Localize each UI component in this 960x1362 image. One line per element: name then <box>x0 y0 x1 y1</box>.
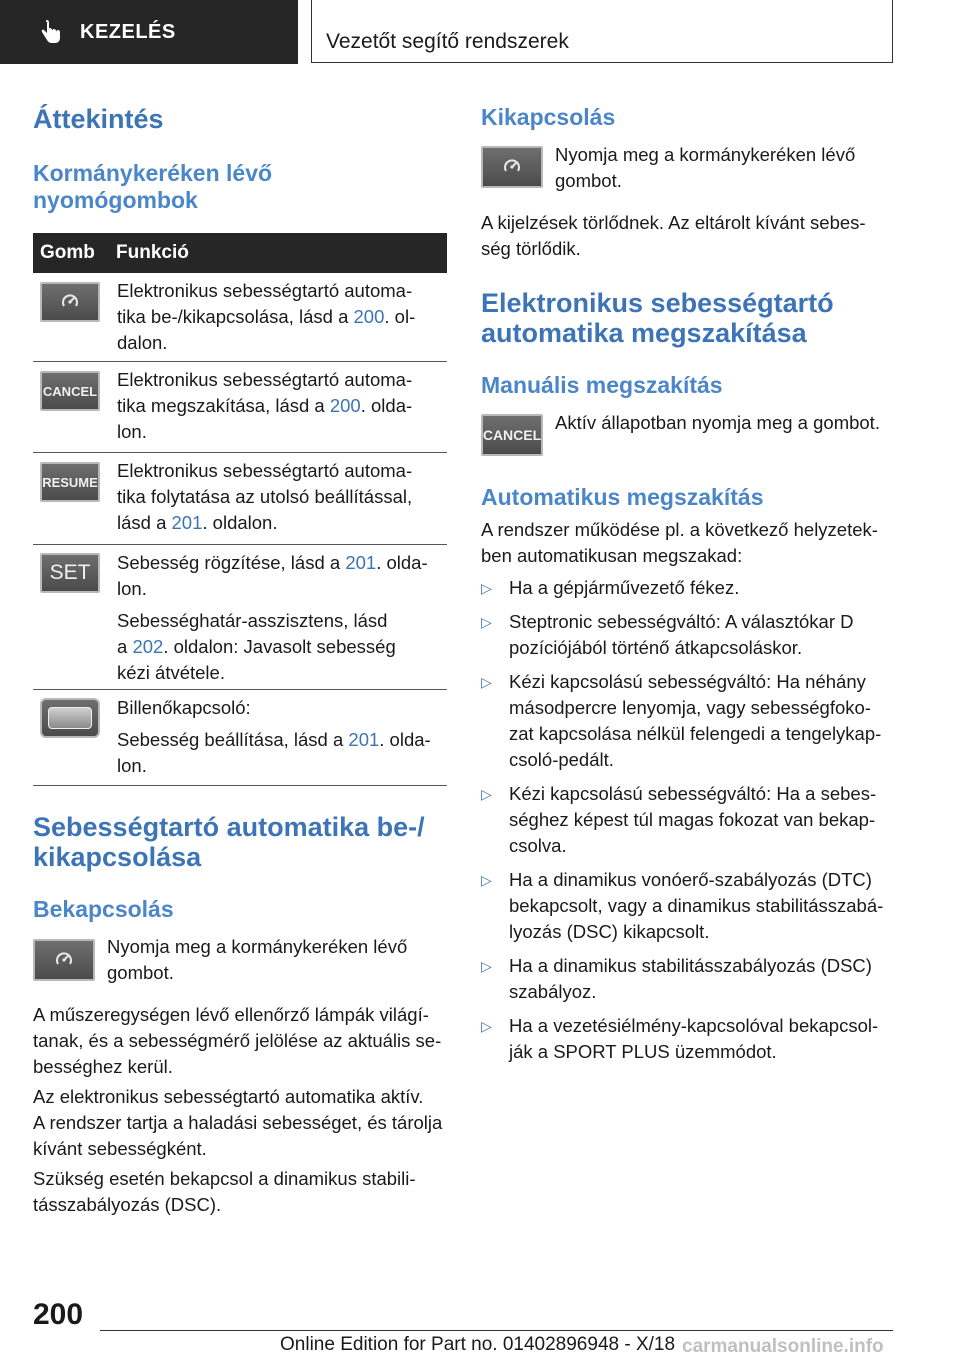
function-description: Elektronikus sebességtartó automa- tika megszakítása, lásd a 200. olda- lon. <box>117 369 413 442</box>
switch-off-instruction: Nyomja meg a kormánykeréken lévő gombot. <box>555 144 856 191</box>
section-tab-label: KEZELÉS <box>80 20 176 43</box>
auto-interrupt-list <box>481 575 893 1073</box>
switch-off-heading: Kikapcsolás <box>481 104 616 130</box>
page-link[interactable]: 200 <box>329 395 361 416</box>
function-description: Elektronikus sebességtartó automa- tika folytatása az utolsó beállítással, lásd a 201. oldalon. <box>117 460 413 533</box>
cruise-control-icon <box>53 949 75 971</box>
cruise-control-icon <box>59 291 81 313</box>
cruise-control-button-image <box>33 939 95 981</box>
page-number: 200 <box>33 1298 84 1331</box>
triangle-bullet-icon: ▷ <box>481 872 492 888</box>
page-link[interactable]: 201 <box>171 512 203 533</box>
function-description: Billenőkapcsoló: Sebesség beállítása, lásd a 201. olda- lon. <box>117 697 431 776</box>
list-item: ▷ Kézi kapcsolású sebességváltó: Ha a sebes- séghez képest túl magas fokozat van bekap- csolva. <box>481 783 877 856</box>
page-link[interactable]: 201 <box>345 552 377 573</box>
page-link[interactable]: 202 <box>132 636 164 657</box>
paragraph: Szükség esetén bekapcsol a dinamikus stabili- tásszabályozás (DSC). <box>33 1168 416 1215</box>
function-description: Sebesség rögzítése, lásd a 201. olda- lon. Sebességhatár-asszisztens, lásd a 202. oldalon: Javasolt sebesség kézi átvétele. <box>117 552 428 683</box>
paragraph: Az elektronikus sebességtartó automatika aktív. A rendszer tartja a haladási sebességet, és tárolja kívánt sebességként. <box>33 1086 443 1159</box>
list-item: ▷ Ha a gépjárművezető fékez. <box>481 575 893 601</box>
list-item: ▷ Ha a vezetésiélmény-kapcsolóval bekapcsol- ják a SPORT PLUS üzemmódot. <box>481 1015 879 1062</box>
interrupt-heading: Elektronikus sebességtartó automatika megszakítása <box>481 288 834 348</box>
auto-interrupt-heading: Automatikus megszakítás <box>481 484 764 510</box>
cruise-onoff-heading: Sebességtartó automatika be-/ kikapcsolása <box>33 812 425 872</box>
table-row <box>33 690 447 786</box>
column-header-function: Funkció <box>116 242 189 263</box>
list-item: ▷ Steptronic sebességváltó: A választókar D pozíciójából történő átkapcsoláskor. <box>481 611 854 658</box>
triangle-bullet-icon: ▷ <box>481 614 492 630</box>
rocker-switch-icon <box>48 707 92 729</box>
triangle-bullet-icon: ▷ <box>481 786 492 802</box>
paragraph: A kijelzések törlődnek. Az eltárolt kívánt sebes- ség törlődik. <box>481 212 866 259</box>
set-button-image: SET <box>40 553 100 593</box>
switch-on-instruction: Nyomja meg a kormánykeréken lévő gombot. <box>107 936 408 983</box>
cruise-control-button-image <box>40 282 100 322</box>
list-item: ▷ Ha a dinamikus stabilitásszabályozás (DSC) szabályoz. <box>481 955 872 1002</box>
button-function-table <box>33 233 447 786</box>
table-row <box>33 545 447 690</box>
switch-on-heading: Bekapcsolás <box>33 896 174 922</box>
overview-heading: Áttekintés <box>33 104 164 134</box>
list-item: ▷ Ha a dinamikus vonóerő-szabályozás (DTC) bekapcsolt, vagy a dinamikus stabilitásszabá- lyozás (DSC) kikapcsolt. <box>481 869 884 942</box>
page-link[interactable]: 201 <box>348 729 380 750</box>
cancel-button-image: CANCEL <box>481 414 543 456</box>
page-link[interactable]: 200 <box>353 306 385 327</box>
triangle-bullet-icon: ▷ <box>481 580 492 596</box>
manual-interrupt-heading: Manuális megszakítás <box>481 372 723 398</box>
list-item: ▷ Kézi kapcsolású sebességváltó: Ha néhány másodpercre lenyomja, vagy sebességfoko- zat kapcsolása nélkül felengedi a tengelykap- csoló-pedált. <box>481 671 882 770</box>
buttons-heading: Kormánykeréken lévő nyomógombok <box>33 160 273 213</box>
table-row <box>33 453 447 545</box>
table-row <box>33 362 447 453</box>
manual-interrupt-instruction: Aktív állapotban nyomja meg a gombot. <box>555 412 880 433</box>
rocker-switch-image <box>40 698 100 738</box>
cruise-control-icon <box>501 156 523 178</box>
resume-button-image: RESUME <box>40 462 100 502</box>
triangle-bullet-icon: ▷ <box>481 674 492 690</box>
table-row <box>33 273 447 362</box>
section-tab <box>0 0 298 64</box>
watermark: carmanualsonline.info <box>682 1336 884 1357</box>
table-header <box>33 233 447 273</box>
page-title: Vezetőt segítő rendszerek <box>326 30 569 53</box>
column-header-button: Gomb <box>40 242 95 263</box>
cruise-control-button-image <box>481 146 543 188</box>
paragraph: A műszeregységen lévő ellenőrző lámpák világí- tanak, és a sebességmérő jelölése az aktuális se- bességhez kerül. <box>33 1004 442 1077</box>
triangle-bullet-icon: ▷ <box>481 958 492 974</box>
cancel-button-image: CANCEL <box>40 371 100 411</box>
paragraph: A rendszer működése pl. a következő helyzetek- ben automatikusan megszakad: <box>481 519 878 566</box>
function-description: Elektronikus sebességtartó automa- tika be-/kikapcsolása, lásd a 200. ol- dalon. <box>117 280 416 353</box>
hand-pointer-icon <box>38 19 64 45</box>
edition-text: Online Edition for Part no. 01402896948 - X/18 <box>280 1334 676 1355</box>
footer-divider <box>100 1330 893 1331</box>
triangle-bullet-icon: ▷ <box>481 1018 492 1034</box>
